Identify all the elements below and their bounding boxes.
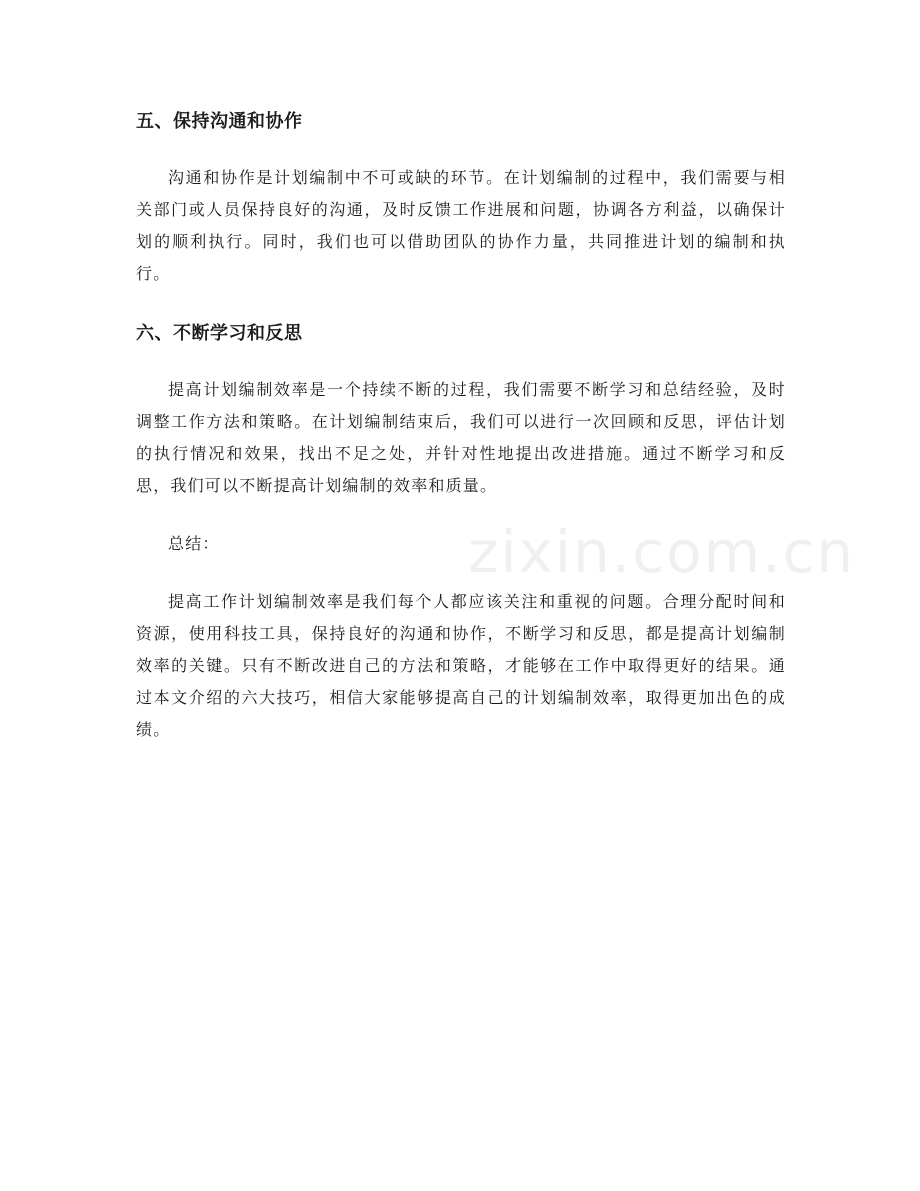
section-6-heading: 六、不断学习和反思 xyxy=(136,323,303,344)
section-5-heading: 五、保持沟通和协作 xyxy=(136,111,303,132)
watermark-text: zixin.com.cn xyxy=(468,518,856,586)
section-5-paragraph: 沟通和协作是计划编制中不可或缺的环节。在计划编制的过程中，我们需要与相关部门或人员保持良好的沟通，及时反馈工作进展和问题，协调各方利益，以确保计划的顺利执行。同时，我们也可以借助团队的协作力量，共同推进计划的编制和执行。 xyxy=(136,168,786,283)
summary-paragraph: 提高工作计划编制效率是我们每个人都应该关注和重视的问题。合理分配时间和资源，使用科技工具，保持良好的沟通和协作，不断学习和反思，都是提高计划编制效率的关键。只有不断改进自己的方法和策略，才能够在工作中取得更好的结果。通过本文介绍的六大技巧，相信大家能够提高自己的计划编制效率，取得更加出色的成绩。 xyxy=(136,592,786,739)
summary-label: 总结： xyxy=(168,534,220,553)
document-content xyxy=(136,104,856,746)
section-6-paragraph: 提高计划编制效率是一个持续不断的过程，我们需要不断学习和总结经验，及时调整工作方法和策略。在计划编制结束后，我们可以进行一次回顾和反思，评估计划的执行情况和效果，找出不足之处，并针对性地提出改进措施。通过不断学习和反思，我们可以不断提高计划编制的效率和质量。 xyxy=(136,380,786,495)
